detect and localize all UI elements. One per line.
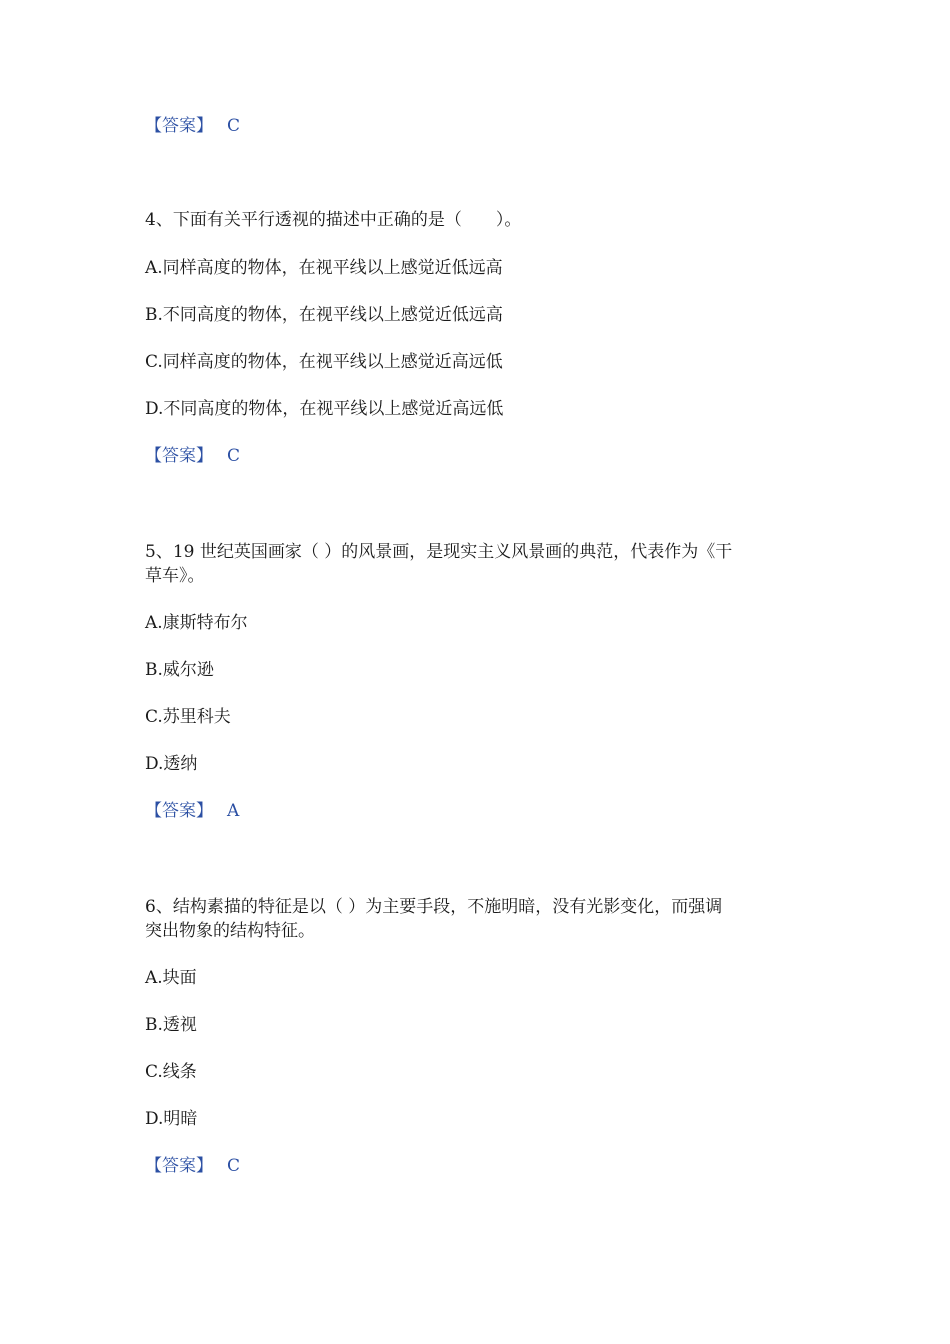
option-c: C.线条	[145, 1062, 197, 1082]
answer-line	[145, 799, 239, 823]
answer-value: C	[227, 116, 241, 136]
option-d: D.明暗	[145, 1109, 198, 1129]
answer-line	[145, 1154, 240, 1178]
option-a: A.同样高度的物体，在视平线以上感觉近低远高	[145, 258, 503, 278]
answer-label: 【答案】	[145, 116, 213, 136]
answer-value: C	[227, 1156, 241, 1176]
option-b: B.不同高度的物体，在视平线以上感觉近低远高	[145, 305, 503, 325]
answer-label: 【答案】	[145, 1156, 213, 1176]
answer-value: A	[227, 801, 240, 821]
question-stem: 4、下面有关平行透视的描述中正确的是（ ）。	[145, 210, 522, 230]
question-stem-line1: 5、19 世纪英国画家（ ）的风景画，是现实主义风景画的典范，代表作为《干	[145, 542, 733, 562]
option-d: D.透纳	[145, 754, 198, 774]
answer-line	[145, 114, 240, 138]
answer-label: 【答案】	[145, 801, 213, 821]
question-stem-line2: 草车》。	[145, 566, 205, 586]
answer-label: 【答案】	[145, 446, 213, 466]
question-stem-line1: 6、结构素描的特征是以（ ）为主要手段，不施明暗，没有光影变化，而强调	[145, 897, 723, 917]
option-c: C.同样高度的物体，在视平线以上感觉近高远低	[145, 352, 503, 372]
option-a: A.块面	[145, 968, 197, 988]
answer-value: C	[227, 446, 241, 466]
option-c: C.苏里科夫	[145, 707, 231, 727]
question-stem-line2: 突出物象的结构特征。	[145, 921, 315, 941]
option-b: B.透视	[145, 1015, 197, 1035]
answer-line	[145, 444, 240, 468]
option-a: A.康斯特布尔	[145, 613, 248, 633]
option-b: B.威尔逊	[145, 660, 214, 680]
option-d: D.不同高度的物体，在视平线以上感觉近高远低	[145, 399, 504, 419]
